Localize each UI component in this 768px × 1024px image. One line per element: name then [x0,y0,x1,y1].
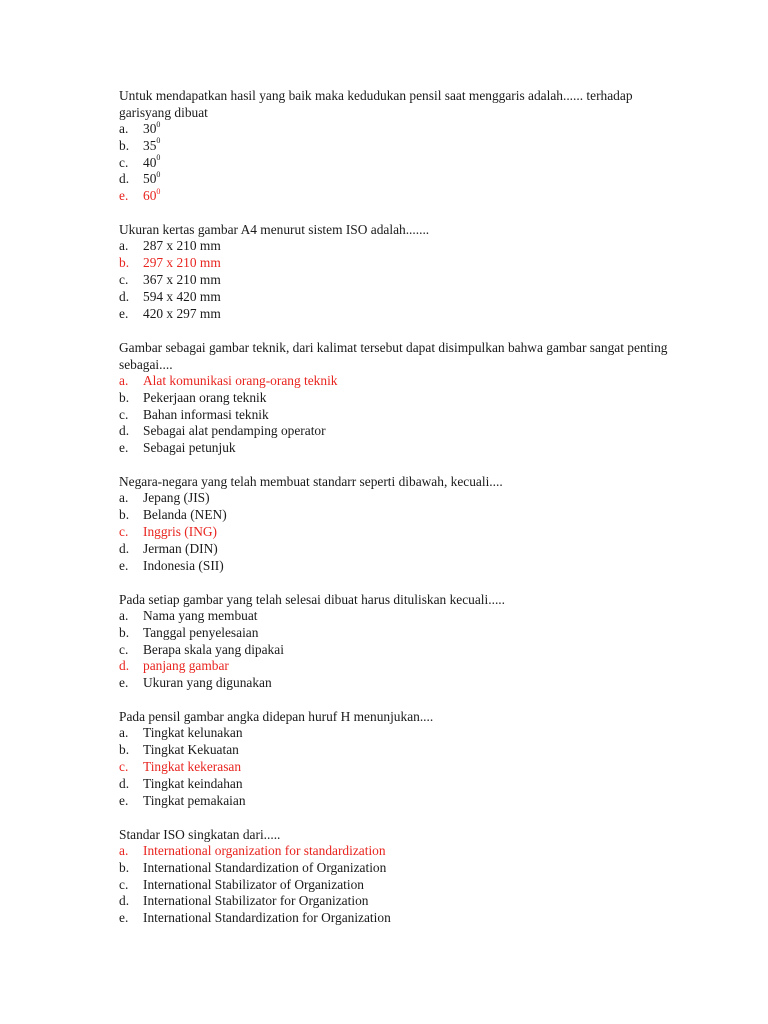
option-text: Jepang (JIS) [143,490,210,506]
question-text: Negara-negara yang telah membuat standarr seperti dibawah, kecuali.... [119,474,503,490]
option-letter: a. [119,842,129,858]
option-b-correct [119,255,679,272]
option-text: Bahan informasi teknik [143,406,269,422]
option-d [119,289,679,306]
option-e [119,910,679,927]
option-text: International organization for standardization [143,842,386,858]
option-letter: c. [119,272,129,288]
option-letter: d. [119,658,130,674]
option-letter: b. [119,859,130,875]
option-text: Nama yang membuat [143,607,258,623]
option-text: Berapa skala yang dipakai [143,641,284,657]
option-text: 287 x 210 mm [143,238,221,254]
option-letter: d. [119,423,130,439]
option-c [119,642,679,659]
degree-superscript: 0 [156,186,161,196]
option-text: Belanda (NEN) [143,507,227,523]
option-letter: e. [119,440,129,456]
option-text: Tingkat kekerasan [143,759,242,775]
option-c-correct [119,759,679,776]
answer-options [119,121,679,205]
option-letter: b. [119,624,130,640]
option-letter: b. [119,742,130,758]
question-1 [119,87,679,205]
option-e [119,793,679,810]
option-e [119,306,679,323]
option-a-correct [119,843,679,860]
option-text: Tingkat kelunakan [143,725,243,741]
option-d [119,171,679,188]
option-text: Pekerjaan orang teknik [143,389,267,405]
question-5 [119,591,679,692]
option-letter: d. [119,893,130,909]
option-c [119,877,679,894]
option-c-correct [119,524,679,541]
option-text: Indonesia (SII) [143,557,224,573]
answer-options [119,373,679,457]
option-letter: c. [119,759,129,775]
option-letter: c. [119,876,129,892]
option-letter: e. [119,305,129,321]
option-b [119,860,679,877]
question-text: Gambar sebagai gambar teknik, dari kalimat tersebut dapat disimpulkan bahwa gambar sangat penting sebagai.... [119,339,668,372]
option-letter: b. [119,137,130,153]
option-text: $40^0$ [143,153,161,170]
option-letter: a. [119,121,129,136]
option-letter: b. [119,507,130,523]
option-a [119,121,679,138]
answer-options [119,725,679,809]
option-letter: a. [119,607,129,623]
option-text: $35^0$ [143,136,161,153]
option-text: Tingkat keindahan [143,775,243,791]
option-text: Tanggal penyelesaian [143,624,259,640]
answer-options [119,238,679,322]
option-text: 420 x 297 mm [143,305,221,321]
question-text: Pada pensil gambar angka didepan huruf H menunjukan.... [119,709,434,725]
option-text: Jerman (DIN) [143,540,218,556]
option-text: 367 x 210 mm [143,272,221,288]
option-text: Tingkat Kekuatan [143,742,239,758]
option-letter: d. [119,171,130,187]
option-b [119,138,679,155]
question-7 [119,826,679,927]
document-page [119,87,679,943]
option-letter: a. [119,372,129,388]
question-4 [119,473,679,574]
option-letter: c. [119,154,129,170]
option-c [119,407,679,424]
option-a [119,608,679,625]
answer-options [119,608,679,692]
option-a [119,238,679,255]
option-text: Inggris (ING) [143,524,218,540]
option-b [119,742,679,759]
option-letter: b. [119,389,130,405]
option-text: Sebagai alat pendamping operator [143,423,326,439]
degree-superscript: 0 [156,169,161,179]
question-text: Untuk mendapatkan hasil yang baik maka kedudukan pensil saat menggaris adalah...... terhadap garisyang dibuat [119,88,633,120]
option-letter: a. [119,238,129,254]
option-d [119,893,679,910]
option-letter: e. [119,675,129,691]
option-text: International Standardization of Organization [143,859,387,875]
option-text: International Stabilizator of Organization [143,876,364,892]
option-text: Alat komunikasi orang-orang teknik [143,372,338,388]
option-c [119,155,679,172]
option-a [119,490,679,507]
option-a [119,725,679,742]
option-letter: e. [119,792,129,808]
question-6 [119,708,679,809]
option-letter: b. [119,255,130,271]
option-text: $30^0$ [143,119,161,136]
option-c [119,272,679,289]
answer-options [119,490,679,574]
option-a-correct [119,373,679,390]
option-text: $60^0$ [143,186,161,204]
option-e [119,440,679,457]
question-text: Standar ISO singkatan dari..... [119,826,281,842]
question-3 [119,339,679,457]
option-letter: e. [119,910,129,926]
option-letter: c. [119,406,129,422]
option-text: 297 x 210 mm [143,255,221,271]
option-b [119,507,679,524]
option-letter: e. [119,188,129,204]
degree-superscript: 0 [156,119,161,129]
option-text: panjang gambar [143,658,229,674]
option-letter: e. [119,557,129,573]
option-d [119,776,679,793]
option-e [119,558,679,575]
question-text: Pada setiap gambar yang telah selesai dibuat harus dituliskan kecuali..... [119,591,505,607]
option-d [119,423,679,440]
option-letter: d. [119,288,130,304]
option-text: Tingkat pemakaian [143,792,246,808]
question-2 [119,221,679,322]
answer-options [119,843,679,927]
option-text: Sebagai petunjuk [143,440,236,456]
option-b [119,625,679,642]
option-d-correct [119,658,679,675]
option-text: 594 x 420 mm [143,288,221,304]
option-letter: d. [119,775,130,791]
option-letter: a. [119,490,129,506]
option-letter: a. [119,725,129,741]
option-b [119,390,679,407]
option-letter: c. [119,641,129,657]
option-text: Ukuran yang digunakan [143,675,272,691]
option-d [119,541,679,558]
option-letter: c. [119,524,129,540]
option-e [119,675,679,692]
degree-superscript: 0 [156,153,161,163]
option-text: International Stabilizator for Organization [143,893,369,909]
option-letter: d. [119,540,130,556]
option-text: International Standardization for Organization [143,910,391,926]
degree-superscript: 0 [156,136,161,146]
option-text: $50^0$ [143,169,161,187]
option-e-correct [119,188,679,205]
question-text: Ukuran kertas gambar A4 menurut sistem ISO adalah....... [119,222,430,238]
